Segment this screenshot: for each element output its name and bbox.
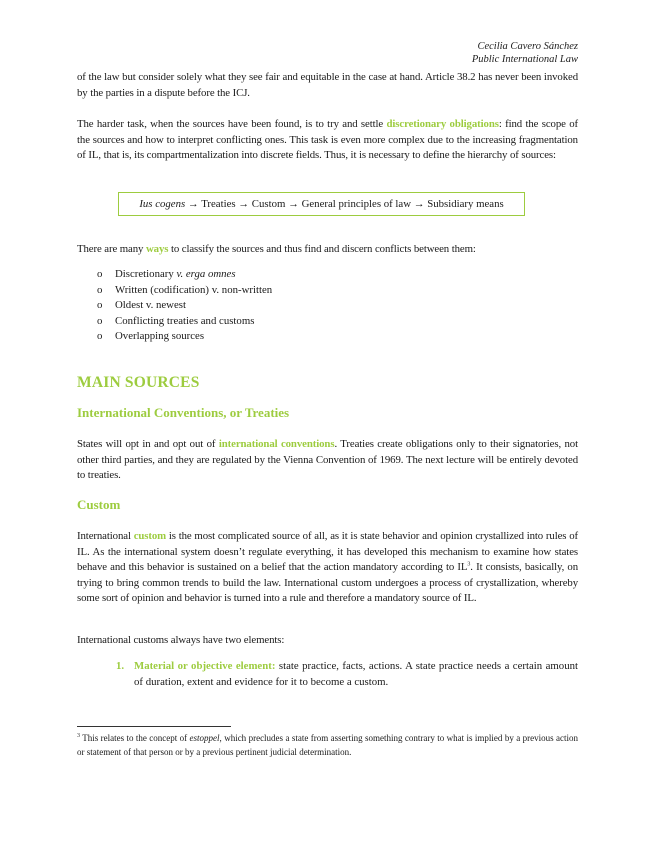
footnote-pre: This relates to the concept of <box>80 733 190 743</box>
item-1-text: state practice, facts, actions. A state practice needs a certain amount of duration, extent and evidence for it to become a custom. <box>134 660 578 688</box>
list-item <box>97 314 272 330</box>
treaties-paragraph <box>77 437 578 484</box>
footnote-ref-3[interactable]: 3 <box>467 561 471 568</box>
bullet-5-text: Overlapping sources <box>115 330 205 343</box>
footnote-number: 3 <box>77 733 80 739</box>
highlight-discretionary-obligations: discretionary obligations <box>386 118 499 130</box>
bullet-marker: o <box>97 314 103 327</box>
intro-paragraph-2 <box>77 117 578 164</box>
bullet-3-text: Oldest v. newest <box>115 299 186 312</box>
custom-paragraph-2: International customs always have two elements: <box>77 634 285 646</box>
custom-p1-pre: International <box>77 530 134 542</box>
item-number: 1. <box>116 660 125 672</box>
header-author: Cecilia Cavero Sánchez <box>477 41 578 52</box>
intro-p2-post: : find the scope of the sources and how to interpret conflicting ones. This task is even more complex due to the increasing fragmentation of IL, that is, its compartmentalization into discrete fields. Thus, it is necessary to define the hierarchy of sources: <box>77 118 579 162</box>
list-item <box>97 329 272 345</box>
custom-paragraph-1 <box>77 529 578 607</box>
classification-list <box>97 267 272 345</box>
hierarchy-box <box>118 192 525 216</box>
highlight-ways: ways <box>145 243 169 255</box>
main-sources-heading: MAIN SOURCES <box>77 374 200 391</box>
list-item <box>97 298 272 314</box>
list-item <box>97 283 272 299</box>
list-item <box>97 267 272 283</box>
bullet-marker: o <box>97 299 103 312</box>
footnote-3 <box>77 731 578 759</box>
bullet-marker: o <box>97 283 103 296</box>
bullet-4-text: Conflicting treaties and customs <box>115 314 255 327</box>
intro-paragraph-1: of the law but consider solely what they see fair and equitable in the case at hand. Article 38.2 has never been invoked by the parties in a dispute before the ICJ. <box>77 71 578 99</box>
custom-p1-post: . It consists, basically, on trying to bring common trends to build the law. International custom undergoes a process of crystallization, whereby some sort of opinion and behavior is turned into a rule and therefore a mandatory source of IL. <box>77 561 579 605</box>
ways-paragraph <box>77 242 578 258</box>
footnote-estoppel: estoppel <box>189 733 220 743</box>
header-course: Public International Law <box>471 54 578 65</box>
page-header <box>472 40 578 66</box>
custom-heading: Custom <box>77 497 121 512</box>
bullet-2-text: Written (codification) v. non-written <box>115 283 273 296</box>
hierarchy-ius-cogens: Ius cogens <box>139 198 186 210</box>
highlight-international-conventions: international conventions <box>218 438 335 450</box>
hierarchy-chain: → Treaties → Custom → General principles of law → Subsidiary means <box>185 198 504 210</box>
treaties-heading: International Conventions, or Treaties <box>77 405 290 420</box>
highlight-custom: custom <box>133 530 167 542</box>
intro-p2-pre: The harder task, when the sources have been found, is to try and settle <box>77 118 387 130</box>
bullet-marker: o <box>97 330 103 343</box>
custom-p1-mid: is the most complicated source of all, as it is state behavior and opinion crystallized into rules of IL. As the international system doesn’t regulate everything, it has developed this mechanism to examine how states behave and this behavior is sustained on a belief that the action mandatory according to IL <box>77 530 579 574</box>
highlight-material-element: Material or objective element: <box>134 660 276 672</box>
bullet-1-italic: v. erga omnes <box>176 268 236 280</box>
ways-post: to classify the sources and thus find and discern conflicts between them: <box>168 243 476 255</box>
treaties-post: . Treaties create obligations only to their signatories, not other third parties, and they are regulated by the Vienna Convention of 1969. The next lecture will be entirely devoted to treaties. <box>77 438 578 482</box>
bullet-1-text: Discretionary <box>115 268 177 280</box>
footnote-post: , which precludes a state from asserting something contrary to what is implied by a previous action or statement of that person or by a previous pertinent judicial determination. <box>77 733 578 757</box>
ways-pre: There are many <box>77 243 146 255</box>
treaties-pre: States will opt in and opt out of <box>77 438 219 450</box>
footnote-separator <box>77 726 231 727</box>
bullet-marker: o <box>97 268 103 280</box>
custom-element-item-1 <box>116 659 578 690</box>
